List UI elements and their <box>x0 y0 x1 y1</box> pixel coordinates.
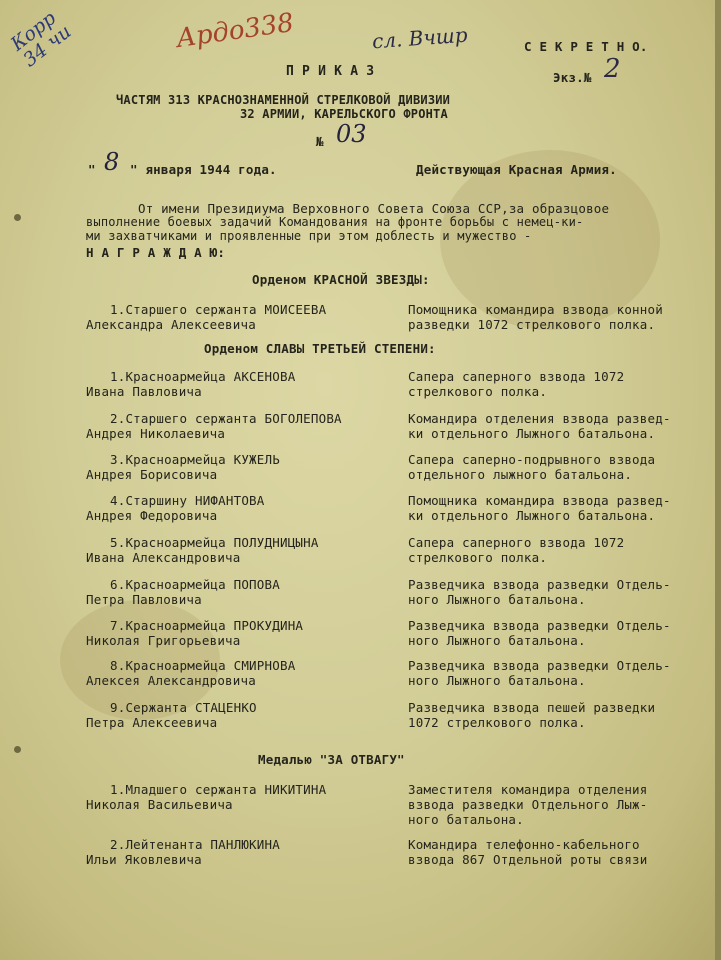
recipient-position-line1: Командира телефонно-кабельного <box>408 837 640 852</box>
recipient-name-line2: Андрея Федоровича <box>86 508 218 523</box>
recipient-position-line2: взвода разведки Отдельного Лыж- <box>408 797 648 812</box>
recipient-name-line1: 1.Младшего сержанта НИКИТИНА <box>110 782 327 797</box>
punch-hole <box>14 214 21 221</box>
document-date: " января 1944 года. <box>130 162 277 177</box>
recipient-name-line1: 1.Красноармейца АКСЕНОВА <box>110 369 296 384</box>
document-title: П Р И К А З <box>286 64 375 79</box>
recipient-name-line2: Андрея Борисовича <box>86 467 218 482</box>
recipient-name-line1: 2.Лейтенанта ПАНЛЮКИНА <box>110 837 280 852</box>
recipient-name-line1: 3.Красноармейца КУЖЕЛЬ <box>110 452 280 467</box>
preamble-line2: выполнение боевых задачий Командования на фронте борьбы с немец-ки- <box>86 215 584 229</box>
recipient-name-line1: 5.Красноармейца ПОЛУДНИЦЫНА <box>110 535 319 550</box>
recipient-name-line2: Петра Алексеевича <box>86 715 218 730</box>
recipient-position-line2: ного Лыжного батальона. <box>408 633 586 648</box>
recipient-position-line1: Помощника командира взвода развед- <box>408 493 671 508</box>
recipient-position-line1: Помощника командира взвода конной <box>408 302 663 317</box>
recipient-position-line1: Разведчика взвода пешей разведки <box>408 700 656 715</box>
section-heading-medal: Медалью "ЗА ОТВАГУ" <box>258 752 405 767</box>
recipient-position-line1: Разведчика взвода разведки Отдель- <box>408 658 671 673</box>
section-heading-glory: Орденом СЛАВЫ ТРЕТЬЕЙ СТЕПЕНИ: <box>204 341 436 356</box>
handwritten-day: 8 <box>104 148 120 176</box>
recipient-position-line2: разведки 1072 стрелкового полка. <box>408 317 656 332</box>
document-place: Действующая Красная Армия. <box>416 162 617 177</box>
copy-number-label: Экз.№ <box>553 70 592 85</box>
recipient-name-line2: Петра Павловича <box>86 592 202 607</box>
handwritten-note: сл. Вчшр <box>371 22 469 54</box>
recipient-position-line2: стрелкового полка. <box>408 384 548 399</box>
recipient-position-line1: Сапера саперно-подрывного взвода <box>408 452 656 467</box>
page-edge-shadow <box>715 0 721 960</box>
recipient-position-line2: стрелкового полка. <box>408 550 548 565</box>
recipient-position-line1: Сапера саперного взвода 1072 <box>408 369 625 384</box>
recipient-name-line1: 9.Сержанта СТАЦЕНКО <box>110 700 257 715</box>
recipient-name-line2: Ивана Александровича <box>86 550 241 565</box>
section-heading-red-star: Орденом КРАСНОЙ ЗВЕЗДЫ: <box>252 272 430 287</box>
recipient-name-line1: 1.Старшего сержанта МОИСЕЕВА <box>110 302 327 317</box>
recipient-position-line1: Разведчика взвода разведки Отдель- <box>408 618 671 633</box>
recipient-position-line2: ного Лыжного батальона. <box>408 592 586 607</box>
recipient-position-line1: Заместителя командира отделения <box>408 782 648 797</box>
recipient-name-line2: Андрея Николаевича <box>86 426 226 441</box>
date-open-quote: " <box>88 162 96 177</box>
recipient-name-line2: Алексея Александровича <box>86 673 256 688</box>
secret-stamp: С Е К Р Е Т Н О. <box>524 39 648 54</box>
recipient-name-line1: 8.Красноармейца СМИРНОВА <box>110 658 296 673</box>
recipient-name-line1: 6.Красноармейца ПОПОВА <box>110 577 280 592</box>
recipient-position-line1: Сапера саперного взвода 1072 <box>408 535 625 550</box>
recipient-position-line2: отдельного лыжного батальона. <box>408 467 633 482</box>
recipient-name-line1: 7.Красноармейца ПРОКУДИНА <box>110 618 304 633</box>
handwritten-order-number: 03 <box>336 120 367 148</box>
punch-hole <box>14 746 21 753</box>
recipient-position-line2: 1072 стрелкового полка. <box>408 715 586 730</box>
recipient-name-line1: 4.Старшину НИФАНТОВА <box>110 493 265 508</box>
preamble-line1: От имени Президиума Верховного Совета Союза ССР,за образцовое <box>138 201 610 216</box>
recipient-name-line2: Ивана Павловича <box>86 384 202 399</box>
document-header-line2: 32 АРМИИ, КАРЕЛЬСКОГО ФРОНТА <box>240 107 448 121</box>
recipient-position-line3: ного батальона. <box>408 812 524 827</box>
recipient-name-line1: 2.Старшего сержанта БОГОЛЕПОВА <box>110 411 342 426</box>
recipient-name-line2: Ильи Яковлевича <box>86 852 202 867</box>
recipient-name-line2: Николая Васильевича <box>86 797 233 812</box>
recipient-position-line2: ного Лыжного батальона. <box>408 673 586 688</box>
recipient-position-line2: взвода 867 Отдельной роты связи <box>408 852 648 867</box>
preamble-line3: ми захватчиками и проявленные при этом доблесть и мужество - <box>86 229 532 243</box>
recipient-position-line2: ки отдельного Лыжного батальона. <box>408 426 656 441</box>
recipient-position-line1: Командира отделения взвода развед- <box>408 411 671 426</box>
handwritten-corner-note: Корр 34 чи <box>6 7 76 72</box>
recipient-position-line2: ки отдельного Лыжного батальона. <box>408 508 656 523</box>
handwritten-copy-number: 2 <box>604 54 621 84</box>
preamble-award-verb: Н А Г Р А Ж Д А Ю: <box>86 245 226 260</box>
document-header-line1: ЧАСТЯМ 313 КРАСНОЗНАМЕННОЙ СТРЕЛКОВОЙ ДИВИЗИИ <box>116 93 451 107</box>
recipient-name-line2: Александра Алексеевича <box>86 317 256 332</box>
recipient-name-line2: Николая Григорьевича <box>86 633 241 648</box>
order-number-label: № <box>316 134 324 149</box>
recipient-position-line1: Разведчика взвода разведки Отдель- <box>408 577 671 592</box>
handwritten-archive-reference: Ардо338 <box>174 7 296 55</box>
